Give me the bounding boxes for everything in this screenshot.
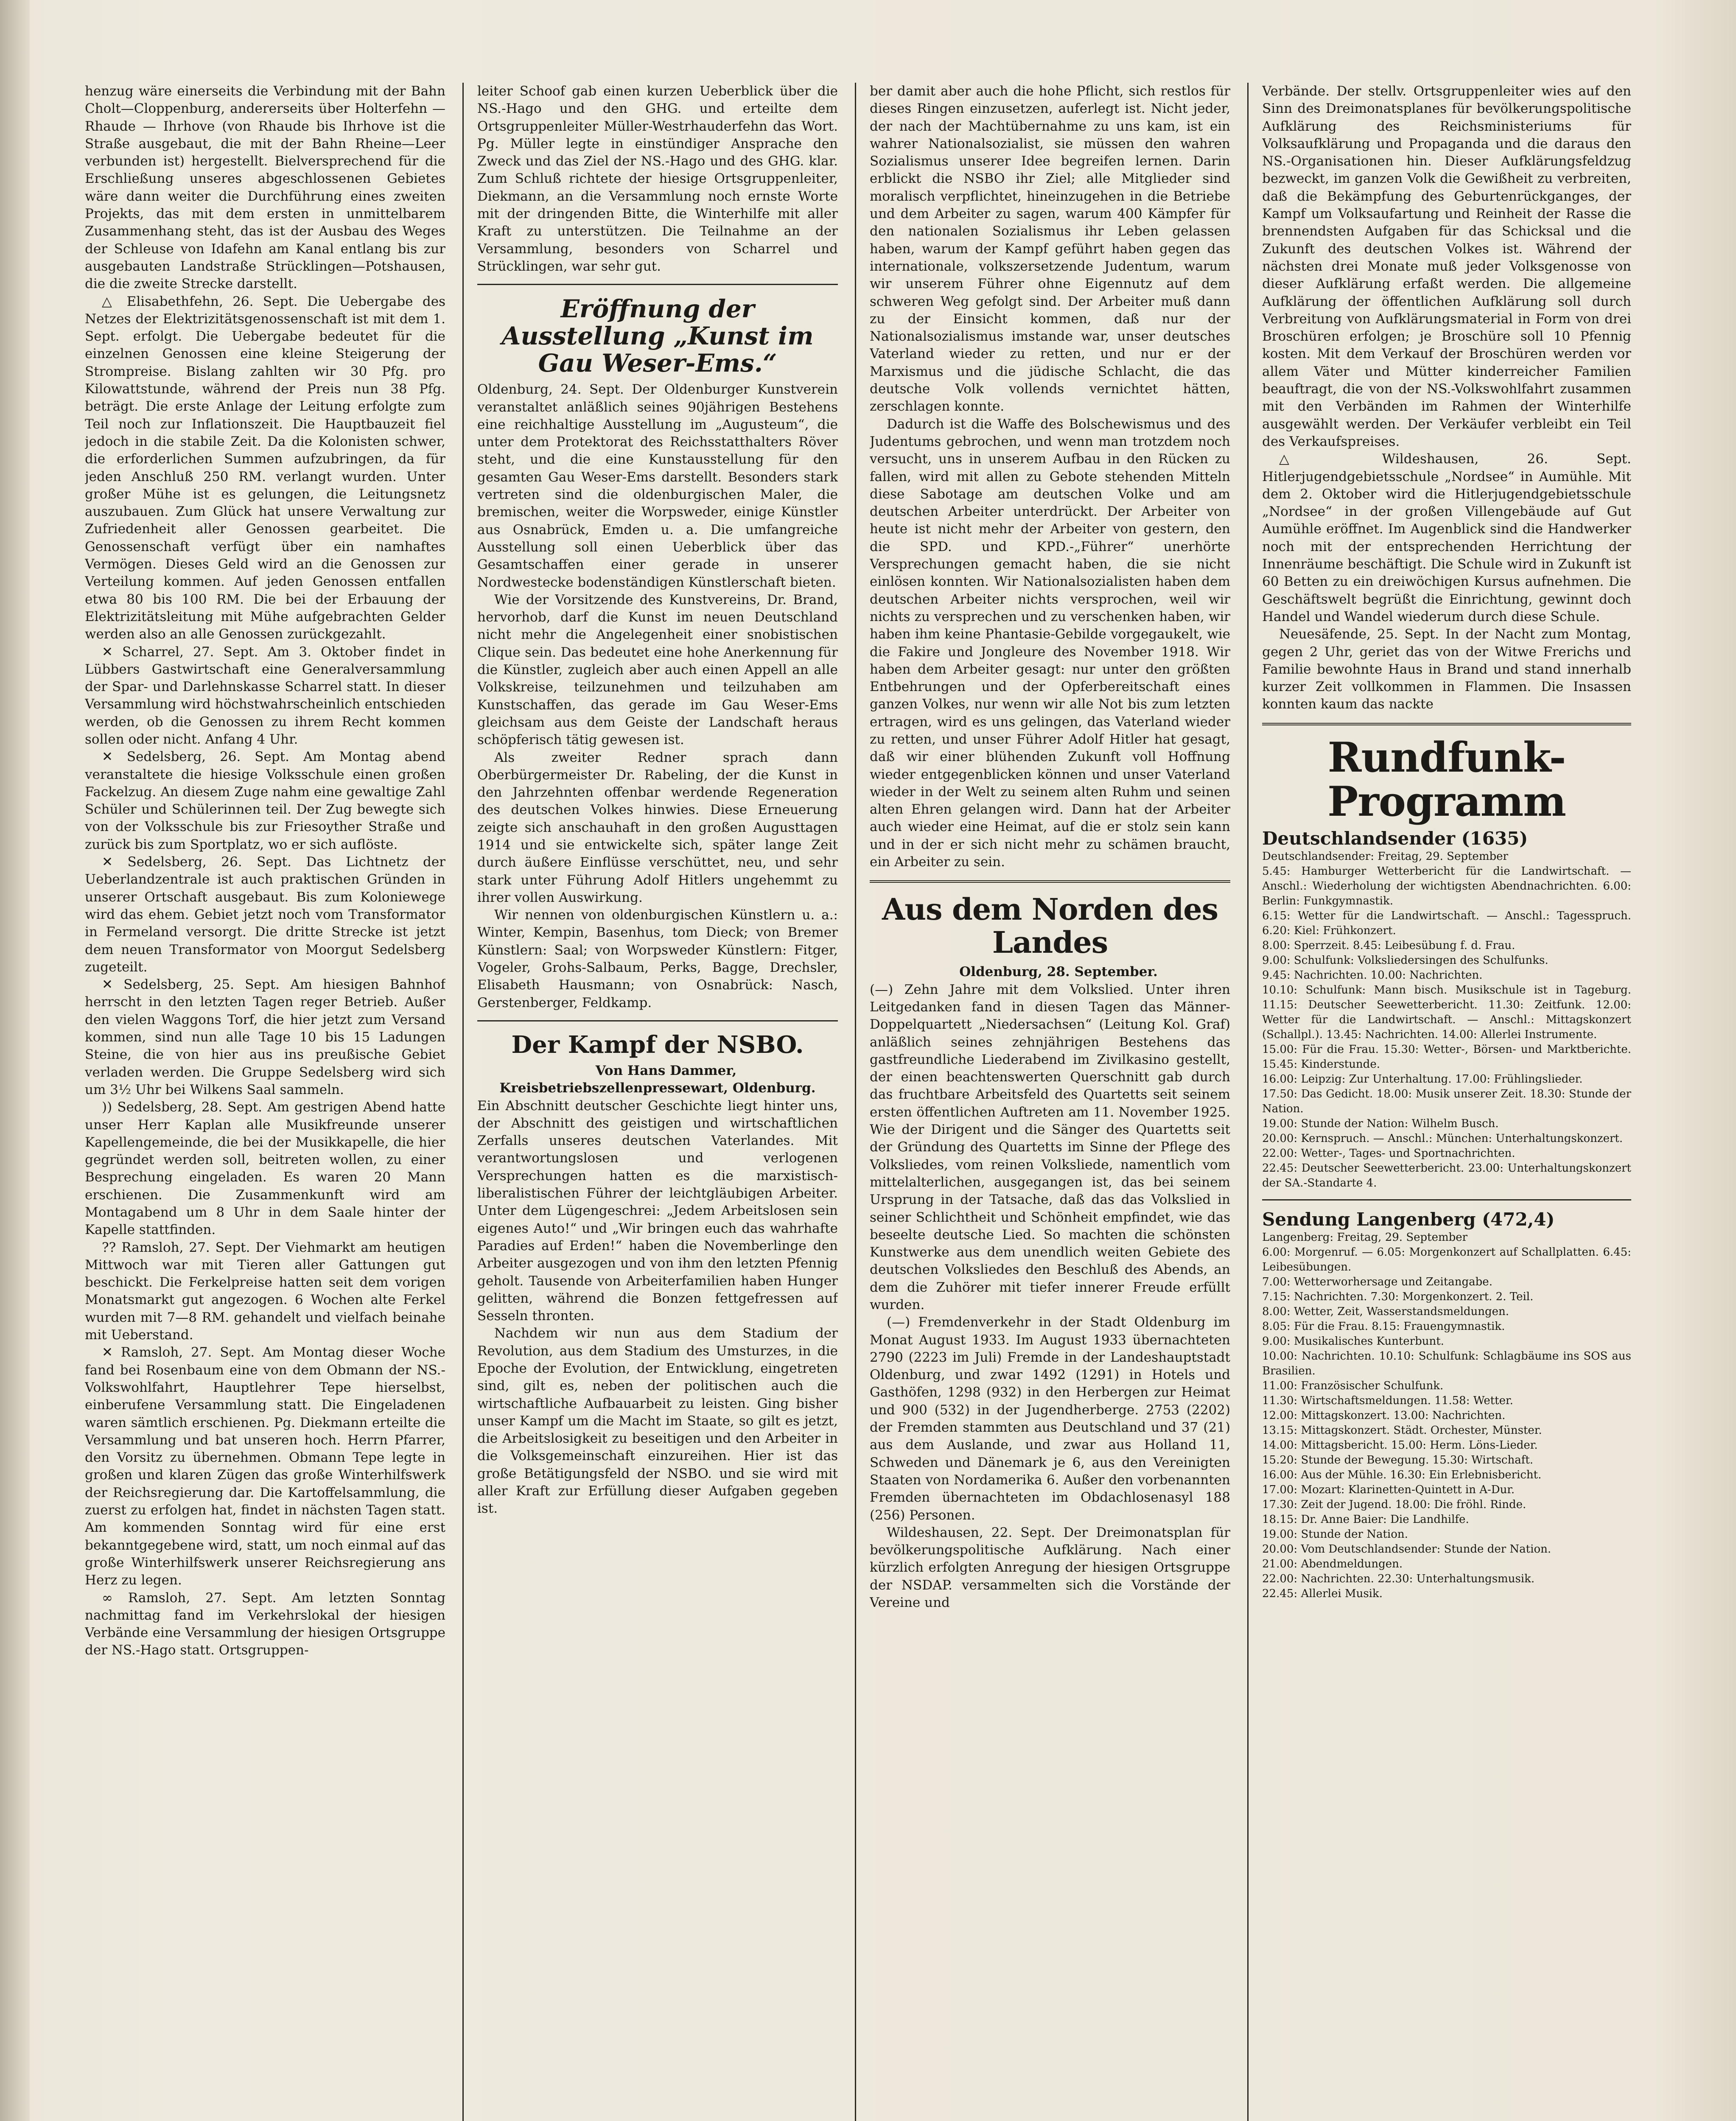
radio-line: 17.00: Mozart: Klarinetten-Quintett in A-Dur.: [1262, 1483, 1515, 1496]
news-paragraph: △ Wildeshausen, 26. Sept. Hitlerjugendgebietsschule „Nordsee“ in Aumühle. Mit dem 2. Oktober wird die Hitlerjugendgebietsschule „Nordsee“ in der großen Villengebäude auf Gut Aumühle eröffnet. Im Augenblick sind die Handwerker noch mit der entsprechenden Herrichtung der Innenräume beschäftigt. Die Schule wird in Zukunft ist 60 Betten zu ein dreiwöchigen Kursus aufnehmen. Die Geschäftswelt begrüßt die Einrichtung, gewinnt doch Handel und Wandel wiederum durch diese Schule.: [1262, 451, 1631, 624]
radio-line: 9.00: Musikalisches Kunterbunt.: [1262, 1335, 1444, 1348]
radio-line: 6.15: Wetter für die Landwirtschaft. — Anschl.: Tagesspruch. 6.20: Kiel: Frühkonzert.: [1262, 909, 1631, 937]
radio-line: 17.50: Das Gedicht. 18.00: Musik unserer Zeit. 18.30: Stunde der Nation.: [1262, 1087, 1631, 1115]
radio-line: 8.00: Wetter, Zeit, Wasserstandsmeldungen.: [1262, 1305, 1509, 1318]
radio-line: 6.00: Morgenruf. — 6.05: Morgenkonzert auf Schallplatten. 6.45: Leibesübungen.: [1262, 1245, 1631, 1273]
station-2-listing: [1262, 1230, 1631, 1601]
radio-line: 18.15: Dr. Anne Baier: Die Landhilfe.: [1262, 1513, 1469, 1526]
news-paragraph: ✕ Sedelsberg, 26. Sept. Am Montag abend veranstaltete die hiesige Volksschule einen großen Fackelzug. An diesem Zuge nahm eine gewaltige Zahl Schüler und Schülerinnen teil. Der Zug bewegte sich von der Volksschule bis zur Friesoyther Straße und zurück bis zum Sportplatz, wo er sich auflöste.: [85, 749, 445, 852]
radio-line: 8.05: Für die Frau. 8.15: Frauengymnastik.: [1262, 1320, 1505, 1333]
news-paragraph: )) Sedelsberg, 28. Sept. Am gestrigen Abend hatte unser Herr Kaplan alle Musikfreunde unserer Kapellengemeinde, die bei der Musikkapelle, die hier gegründet werden soll, beitreten wollen, zu einer Besprechung eingeladen. Es waren 20 Mann erschienen. Die Zusammenkunft wird am Montagabend um 8 Uhr in dem Saale hinter der Kapelle stattfinden.: [85, 1100, 445, 1238]
radio-line: 12.00: Mittagskonzert. 13.00: Nachrichten.: [1262, 1409, 1506, 1422]
news-paragraph: ✕ Sedelsberg, 26. Sept. Das Lichtnetz der Ueberlandzentrale ist auch praktischen Gründen in unserer Ortschaft ausgebaut. Bis zum Koloniewege wird das ehem. Gebiet jetzt noch vom Transformator in Fermeland versorgt. Die dritte Strecke ist jetzt dem neuen Transformator von Moorgut Sedelsberg zugeteilt.: [85, 854, 445, 975]
news-paragraph: ✕ Sedelsberg, 25. Sept. Am hiesigen Bahnhof herrscht in den letzten Tagen reger Betrieb. Außer den vielen Waggons Torf, die hier jetzt zum Versand kommen, sind nun alle Tage 10 bis 15 Ladungen Steine, die von hier aus ins preußische Gebiet verladen werden. Die Gruppe Sedelsberg wird sich um 3½ Uhr bei Wilkens Saal sammeln.: [85, 977, 445, 1097]
radio-line: 19.00: Stunde der Nation.: [1262, 1528, 1408, 1541]
radio-line: 16.00: Aus der Mühle. 16.30: Ein Erlebnisbericht.: [1262, 1468, 1542, 1481]
north-dateline: Oldenburg, 28. September.: [959, 964, 1158, 980]
exhibition-heading: Eröffnung der Ausstellung „Kunst im Gau Weser-Ems.“: [501, 294, 814, 378]
news-paragraph: Verbände. Der stellv. Ortsgruppenleiter wies auf den Sinn des Dreimonatsplanes für bevölkerungspolitische Aufklärung des Reichsministeriums für Volksaufklärung und Propaganda und die daraus den NS.-Organisationen hin. Dieser Aufklärungsfeldzug bezweckt, im ganzen Volk die Gewißheit zu verbreiten, daß die Bekämpfung des Geburtenrückganges, der Kampf um Volksaufartung und Reinheit der Rasse die brennendsten Aufgaben für das Schicksal und die Zukunft des deutschen Volkes ist. Während der nächsten drei Monate muß jeder Volksgenosse von dieser Aufklärung erfaßt werden. Die allgemeine Aufklärung der öffentlichen Aufklärung soll durch Verbreitung von Aufklärungsmaterial in Form von drei Broschüren erfolgen; je Broschüre soll 10 Pfennig kosten. Mit dem Verkauf der Broschüren werden vor allem Väter und Mütter kinderreicher Familien beauftragt, die von der NS.-Volkswohlfahrt zusammen mit den Verbänden im Rahmen der Winterhilfe ausgewählt werden. Der Verkäufer verbleibt ein Teil des Verkaufspreises.: [1262, 84, 1631, 449]
column-rule-3: [1247, 83, 1249, 2121]
radio-line: 22.00: Wetter-, Tages- und Sportnachrichten.: [1262, 1147, 1515, 1160]
radio-line: Langenberg: Freitag, 29. September: [1262, 1231, 1468, 1244]
radio-line: Deutschlandsender: Freitag, 29. September: [1262, 850, 1508, 863]
news-paragraph: △ Elisabethfehn, 26. Sept. Die Uebergabe des Netzes der Elektrizitätsgenossenschaft ist mit dem 1. Sept. erfolgt. Die Uebergabe bedeutet für die einzelnen Genossen eine kleine Steigerung der Strompreise. Bislang zahlten wir 30 Pfg. pro Kilowattstunde, während der Preis nun 38 Pfg. beträgt. Die erste Anlage der Leitung erfolgte zum Teil noch zur Inflationszeit. Die Hauptbauzeit fiel jedoch in die stabile Zeit. Da die Kolonisten schwer, die erforderlichen Summen aufzubringen, da für jeden Anschluß 250 RM. verlangt wurden. Unter großer Mühe ist es gelungen, die Leitungsnetz auszubauen. Zum Glück hat unsere Verwaltung zur Zufriedenheit aller Genossen gearbeitet. Die Genossenschaft verfügt über ein namhaftes Vermögen. Dieses Geld wird an die Genossen zur Verteilung kommen. Auf jeden Genossen entfallen etwa 80 bis 100 RM. Die bei der Erbauung der Elektrizitätsleitung mit Mühe aufgebrachten Gelder werden also an alle Genossen zurückgezahlt.: [85, 294, 445, 642]
radio-line: 7.15: Nachrichten. 7.30: Morgenkonzert. 2. Teil.: [1262, 1290, 1534, 1303]
exhibition-article: [477, 381, 838, 1012]
news-paragraph: Wildeshausen, 22. Sept. Der Dreimonatsplan für bevölkerungspolitische Aufklärung. Nach einer kürzlich erfolgten Anregung der hiesigen Ortsgruppe der NSDAP. versammelten sich die Vorstände der Vereine und: [870, 1525, 1230, 1611]
radio-line: 20.00: Kernspruch. — Anschl.: München: Unterhaltungskonzert.: [1262, 1132, 1623, 1145]
radio-line: 11.00: Französischer Schulfunk.: [1262, 1379, 1444, 1392]
news-paragraph: ✕ Ramsloh, 27. Sept. Am Montag dieser Woche fand bei Rosenbaum eine von dem Obmann der NS.-Volkswohlfahrt, Hauptlehrer Tepe hierselbst, einberufene Versammlung statt. Die Eingeladenen waren sämtlich erschienen. Pg. Diekmann erteilte die Versammlung und bat unseren hoch. Herrn Pfarrer, den Vorsitz zu übernehmen. Obmann Tepe legte in großen und klaren Zügen das große Winterhilfswerk der Reichsregierung dar. Die Kartoffelsammlung, die zuerst zu erfolgen hat, findet in nächsten Tagen statt. Am kommenden Sonntag wird für eine erst bekanntgegebene wird, statt, um noch einmal auf das große Winterhilfswerk unserer Reichsregierung ans Herz zu legen.: [85, 1345, 445, 1588]
news-paragraph: ?? Ramsloh, 27. Sept. Der Viehmarkt am heutigen Mittwoch war mit Tieren aller Gattungen gut beschickt. Die Ferkelpreise hatten seit dem vorigen Monatsmarkt gut angezogen. 6 Wochen alte Ferkel wurden mit 7—8 RM. gehandelt und vielfach beinahe mit Ueberstand.: [85, 1240, 445, 1343]
station-1-listing: [1262, 849, 1631, 1191]
column-4: [1262, 83, 1631, 2121]
radio-line: 17.30: Zeit der Jugend. 18.00: Die fröhl. Rinde.: [1262, 1498, 1526, 1511]
article-paragraph: Dadurch ist die Waffe des Bolschewismus und des Judentums gebrochen, und wenn man trotzdem noch versucht, uns in unserem Aufbau in den Rücken zu fallen, wird mit allen zu Gebote stehenden Mitteln diese Sabotage am deutschen Volke und am deutschen Arbeiter unterdrückt. Der Arbeiter von heute ist nicht mehr der Arbeiter von gestern, den die SPD. und KPD.-„Führer“ unerhörte Versprechungen gemacht haben, die sie nicht einlösen konnten. Wir Nationalsozialisten haben dem deutschen Arbeiter nichts versprochen, weil wir nichts zu versprechen und zu verschenken haben, wir haben ihm keine Phantasie-Gebilde vorgegaukelt, wie die Fakire und Jongleure des November 1918. Wir haben dem Arbeiter gesagt: nur unter den größten Entbehrungen und der Opferbereitschaft eines ganzen Volkes, nur wenn wir alle Not bis zum letzten ertragen, wird es uns gelingen, das Vaterland wieder zu retten, und unser Führer Adolf Hitler hat gesagt, daß wir einer blühenden Zukunft voll Hoffnung wieder entgegenblicken können und unser Vaterland wieder in der Welt zu seinem alten Ruhm und seinen alten Ehren gelangen wird. Dann hat der Arbeiter auch wieder eine Heimat, auf die er stolz sein kann und in der er sich nicht mehr zu schämen braucht, ein Arbeiter zu sein.: [870, 416, 1230, 870]
radio-line: 22.45: Deutscher Seewetterbericht. 23.00: Unterhaltungskonzert der SA.-Standarte 4.: [1262, 1161, 1631, 1189]
news-paragraph: (—) Zehn Jahre mit dem Volkslied. Unter ihren Leitgedanken fand in diesen Tagen das Männer-Doppelquartett „Niedersachsen“ (Leitung Kol. Graf) anläßlich seines zehnjährigen Bestehens das gastfreundliche Liederabend im Zivilkasino gestellt, der einen beachtenswerten Querschnitt gab durch das fruchtbare Arbeitsfeld des Quartetts seit seinem ersten öffentlichen Auftreten am 11. November 1925. Wie der Dirigent und die Sänger des Quartetts seit der Gründung des Quartetts im Sinne der Pflege des Volksliedes, vom reinen Volksliede, namentlich vom mittelalterlichen, ausgegangen ist, das bei seinem Ursprung in der Tatsache, daß das das Volkslied in seiner Schlichtheit und Schönheit empfindet, wie das beseelte deutsche Lied. So machten die schönsten Kunstwerke aus dem unendlich weiten Gebiete des deutschen Volksliedes den Beschluß des Abends, an dem die Zuhörer mit tiefer innerer Freude erfüllt wurden.: [870, 982, 1230, 1312]
separator: [870, 880, 1230, 883]
separator: [1262, 723, 1631, 725]
radio-line: 19.00: Stunde der Nation: Wilhelm Busch.: [1262, 1117, 1499, 1130]
radio-line: 20.00: Vom Deutschlandsender: Stunde der Nation.: [1262, 1542, 1551, 1556]
nsbo-continuation: [870, 83, 1230, 871]
radio-line: 15.00: Für die Frau. 15.30: Wetter-, Börsen- und Marktberichte. 15.45: Kinderstunde.: [1262, 1043, 1631, 1071]
nsbo-heading: Der Kampf der NSBO.: [511, 1030, 804, 1059]
news-paragraph: (—) Fremdenverkehr in der Stadt Oldenburg im Monat August 1933. Im August 1933 übernachteten 2790 (2223 im Juli) Fremde in der Landeshauptstadt Oldenburg, und zwar 1492 (1291) in Hotels und Gasthöfen, 1298 (932) in den Herbergen zur Heimat und 900 (532) in der Jugendherberge. 2753 (2202) der Fremden stammten aus Deutschland und 37 (21) aus dem Auslande, und zwar aus Holland 11, Schweden und Dänemark je 6, aus den Vereinigten Staaten von Nordamerika 6. Außer den vorbenannten Fremden übernachteten im Obdachlosenasyl 188 (256) Personen.: [870, 1315, 1230, 1523]
nsbo-byline: Von Hans Dammer, Kreisbetriebszellenpressewart, Oldenburg.: [499, 1063, 816, 1096]
separator: [477, 1020, 838, 1021]
radio-line: 10.10: Schulfunk: Mann bisch. Musikschule ist in Tageburg. 11.15: Deutscher Seewetterbericht. 11.30: Zeitfunk. 12.00: Wetter für die Landwirtschaft. — Anschl.: Mittagskonzert (Schallpl.). 13.45: Nachrichten. 14.00: Allerlei Instrumente.: [1262, 983, 1631, 1041]
column-rule-1: [462, 83, 464, 2121]
news-paragraph: henzug wäre einerseits die Verbindung mit der Bahn Cholt—Cloppenburg, andererseits über Holterfehn — Rhaude — Ihrhove (von Rhaude bis Ihrhove ist die Straße ausgebaut, die mit der Bahn Rheine—Leer verbunden ist) hergestellt. Bielversprechend für die Erschließung unseres abgeschlossenen Gebietes wäre dann weiter die Durchführung eines zweiten Projekts, das mit dem ersten in unmittelbarem Zusammenhang steht, das ist der Ausbau des Weges der Schleuse von Idafehn am Kanal entlang bis zur ausgebauten Landstraße Strücklingen—Potshausen, die die zweite Strecke darstellt.: [85, 84, 445, 292]
radio-line: 7.00: Wetterworhersage und Zeitangabe.: [1262, 1275, 1492, 1288]
col4-articles: [1262, 83, 1631, 714]
page-fold-shadow: [0, 0, 30, 2121]
station-2-title: Sendung Langenberg (472,4): [1262, 1209, 1555, 1230]
news-paragraph: ✕ Scharrel, 27. Sept. Am 3. Oktober findet in Lübbers Gastwirtschaft eine Generalversammlung der Spar- und Darlehnskasse Scharrel statt. In dieser Versammlung wird höchstwahrscheinlich entschieden werden, ob die Genossen zu ihrem Recht kommen sollen oder nicht. Anfang 4 Uhr.: [85, 644, 445, 747]
radio-line: 5.45: Hamburger Wetterbericht für die Landwirtschaft. — Anschl.: Wiederholung der wichtigsten Abendnachrichten. 6.00: Berlin: Funkgymnastik.: [1262, 865, 1631, 907]
article-paragraph: Wir nennen von oldenburgischen Künstlern u. a.: Winter, Kempin, Basenhus, tom Dieck; von Bremer Künstlern: Saal; von Worpsweder Künstlern: Fitger, Vogeler, Grohs-Salbaum, Perks, Bagge, Drechsler, Elisabeth Hausmann; von Osnabrück: Nasch, Gerstenberger, Feldkamp.: [477, 907, 838, 1010]
radio-line: 22.45: Allerlei Musik.: [1262, 1587, 1383, 1600]
column-3: [870, 83, 1230, 2121]
news-paragraph: Neuesäfende, 25. Sept. In der Nacht zum Montag, gegen 2 Uhr, geriet das von der Witwe Frerichs und Familie bewohnte Haus in Brand und stand innerhalb kurzer Zeit vollkommen in Flammen. Die Insassen konnten kaum das nackte: [1262, 627, 1631, 712]
article-paragraph: ber damit aber auch die hohe Pflicht, sich restlos für dieses Ringen einzusetzen, auferlegt ist. Nicht jeder, der nach der Machtübernahme zu uns kam, ist ein wahrer Nationalsozialist, sie müssen den wahren Sozialismus unserer Idee begreifen lernen. Darin erblickt die NSBO ihr Ziel; alle Mitglieder sind moralisch verpflichtet, hineinzugehen in die Betriebe und dem Arbeiter zu sagen, warum 400 Kämpfer für den nationalen Sozialismus ihr Leben gelassen haben, warum der Kampf geführt haben gegen das internationale, volkszersetzende Judentum, warum wir unserem Führer ohne Eigennutz auf dem schweren Weg gefolgt sind. Der Arbeiter muß dann zu der Einsicht kommen, daß nur der Nationalsozialismus imstande war, unser deutsches Vaterland wieder zu retten, und nur er der Marxismus und die jüdische Schlacht, die das deutsche Volk vollends vernichtet hätten, zerschlagen konnte.: [870, 84, 1230, 414]
radio-line: 13.15: Mittagskonzert. Städt. Orchester, Münster.: [1262, 1424, 1542, 1437]
north-article: [870, 981, 1230, 1612]
radio-line: 9.00: Schulfunk: Volksliedersingen des Schulfunks.: [1262, 954, 1548, 967]
radio-line: 15.20: Stunde der Bewegung. 15.30: Wirtschaft.: [1262, 1453, 1534, 1466]
article-paragraph: Nachdem wir nun aus dem Stadium der Revolution, aus dem Stadium des Umsturzes, in die Epoche der Evolution, der Entwicklung, eingetreten sind, gilt es, neben der politischen auch die wirtschaftliche Aufbauarbeit zu leisten. Ging bisher unser Kampf um die Macht im Staate, so gilt es jetzt, die Arbeitslosigkeit zu beseitigen und den Arbeiter in die Volksgemeinschaft einzureihen. Hier ist das große Betätigungsfeld der NSBO. und sie wird mit aller Kraft zur Erfüllung dieser Aufgaben gegeben ist.: [477, 1326, 838, 1517]
north-heading: Aus dem Norden des Landes: [882, 892, 1218, 960]
news-paragraph: ∞ Ramsloh, 27. Sept. Am letzten Sonntag nachmittag fand im Verkehrslokal der hiesigen Verbände eine Versammlung der hiesigen Ortsgruppe der NS.-Hago statt. Ortsgruppen-: [85, 1590, 445, 1658]
station-1-title: Deutschlandsender (1635): [1262, 828, 1528, 849]
radio-line: 14.00: Mittagsbericht. 15.00: Herm. Löns-Lieder.: [1262, 1438, 1538, 1452]
radio-line: 16.00: Leipzig: Zur Unterhaltung. 17.00: Frühlingslieder.: [1262, 1072, 1583, 1086]
separator: [1262, 1199, 1631, 1200]
column-rule-2: [855, 83, 856, 2121]
nsbo-article: [477, 1097, 838, 1518]
radio-line: 11.30: Wirtschaftsmeldungen. 11.58: Wetter.: [1262, 1394, 1513, 1407]
article-paragraph: Wie der Vorsitzende des Kunstvereins, Dr. Brand, hervorhob, darf die Kunst im neuen Deutschland nicht mehr die Angelegenheit einer snobistischen Clique sein. Das bedeutet eine hohe Anerkennung für die Künstler, zugleich aber auch einen Appell an alle Volkskreise, teilzunehmen und teilzuhaben am Kunstschaffen, das gerade im Gau Weser-Ems gleichsam aus dem Geiste der Landschaft heraus schöpferisch tätig gewesen ist.: [477, 592, 838, 748]
radio-heading: Rundfunk-Programm: [1327, 733, 1566, 825]
radio-line: 21.00: Abendmeldungen.: [1262, 1557, 1403, 1570]
column-1: [85, 83, 445, 2121]
article-paragraph: Als zweiter Redner sprach dann Oberbürgermeister Dr. Rabeling, der die Kunst in den Jahrzehnten offenbar werdende Regeneration des deutschen Volkes hinwies. Diese Erneuerung zeigte sich anschauhaft in den großen Augusttagen 1914 und sie entwickelte sich, später lange Zeit durch äußere Einflüsse verschüttet, neu, und sehr stark unter Führung Adolf Hitlers ungehemmt zu ihrer vollen Auswirkung.: [477, 750, 838, 905]
radio-line: 9.45: Nachrichten. 10.00: Nachrichten.: [1262, 968, 1483, 982]
article-paragraph: Ein Abschnitt deutscher Geschichte liegt hinter uns, der Abschnitt des geistigen und wirtschaftlichen Zerfalls unseres deutschen Vaterlandes. Mit verantwortungslosen und verlogenen Versprechungen hatten es die marxistisch-liberalistischen Führer der leichtgläubigen Arbeiter. Unter dem Lügengeschrei: „Jedem Arbeitslosen sein eigenes Auto!“ und „Wir bringen euch das wahrhafte Paradies auf Erden!“ haben die Novemberlinge den Arbeiter ausgezogen und von ihm den letzten Pfennig geholt. Tausende von Arbeiterfamilien haben Hunger gelitten, während die Bonzen fettgefressen auf Sesseln thronten.: [477, 1098, 838, 1324]
radio-line: 8.00: Sperrzeit. 8.45: Leibesübung f. d. Frau.: [1262, 939, 1515, 952]
radio-line: 10.00: Nachrichten. 10.10: Schulfunk: Schlagbäume ins SOS aus Brasilien.: [1262, 1349, 1631, 1377]
column-2: [477, 83, 838, 2121]
radio-line: 22.00: Nachrichten. 22.30: Unterhaltungsmusik.: [1262, 1572, 1535, 1585]
article-paragraph: Oldenburg, 24. Sept. Der Oldenburger Kunstverein veranstaltet anläßlich seines 90jährigen Bestehens eine reichhaltige Ausstellung im „Augusteum“, die unter dem Protektorat des Reichsstatthalters Röver steht, und die eine Kunstausstellung für den gesamten Gau Weser-Ems darstellt. Besonders stark vertreten sind die oldenburgischen Maler, die bremischen, weiter die Worpsweder, einige Künstler aus Osnabrück, Emden u. a. Die umfangreiche Ausstellung soll einen Ueberblick über das Gesamtschaffen einer gerade in unserer Nordwestecke bodenständigen Künstlerschaft bieten.: [477, 382, 838, 590]
radio-program: [1262, 828, 1631, 1601]
col2-continuation: leiter Schoof gab einen kurzen Ueberblick über die NS.-Hago und den GHG. und erteilte dem Ortsgruppenleiter Müller-Westrhauderfehn das Wort. Pg. Müller legte in einstündiger Ansprache den Zweck und das Ziel der NS.-Hago und des GHG. klar. Zum Schluß richtete der hiesige Ortsgruppenleiter, Diekmann, an die Versammlung noch ernste Worte mit der dringenden Bitte, die Winterhilfe mit aller Kraft zu unterstützen. Die Teilnahme an der Versammlung, besonders von Scharrel und Strücklingen, war sehr gut.: [477, 84, 838, 274]
separator: [477, 284, 838, 285]
